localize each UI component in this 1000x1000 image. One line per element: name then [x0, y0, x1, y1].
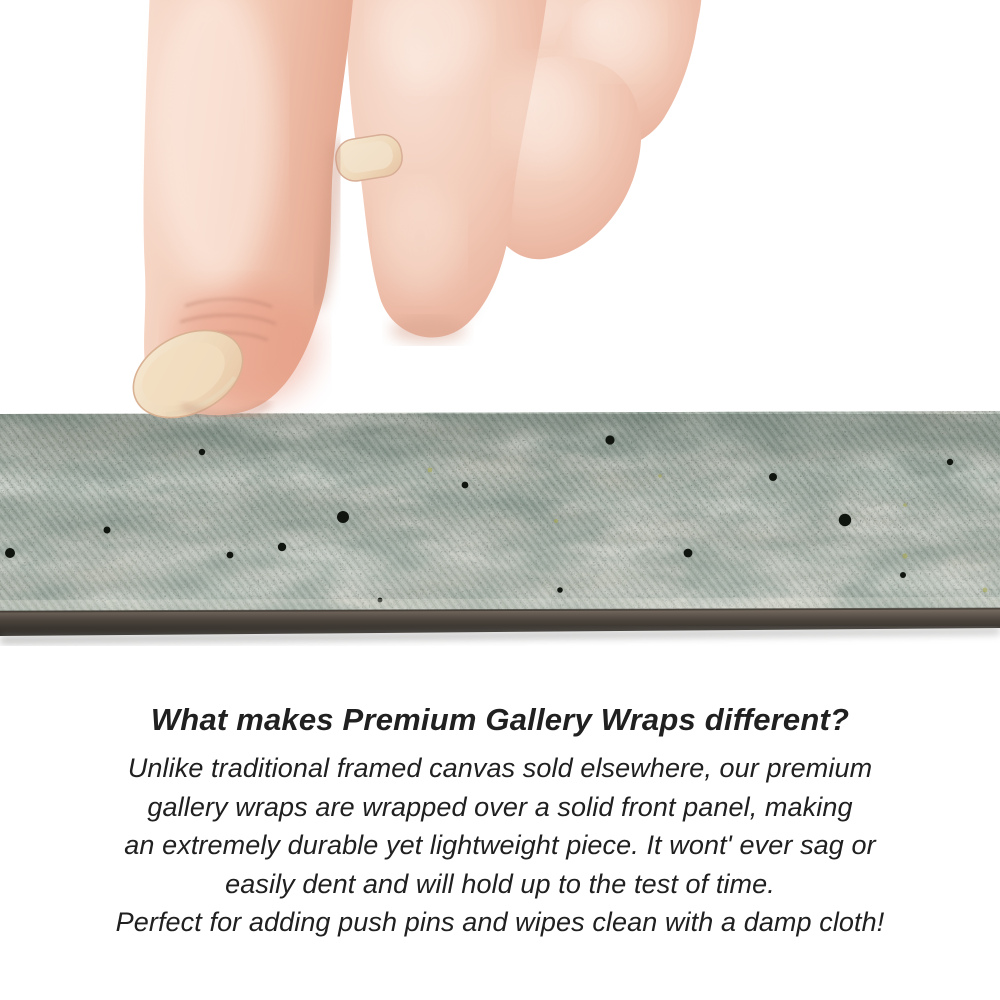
caption-line-2: gallery wraps are wrapped over a solid front panel, making	[147, 791, 853, 822]
caption-line-1: Unlike traditional framed canvas sold elsewhere, our premium	[127, 753, 873, 783]
caption	[0, 700, 1000, 942]
hand-illustration	[119, 0, 702, 435]
canvas-texture	[0, 408, 1000, 623]
caption-body	[0, 749, 1000, 942]
caption-heading: What makes Premium Gallery Wraps different?	[150, 702, 850, 737]
caption-line-4: easily dent and will hold up to the test of time.	[225, 868, 775, 899]
canvas-strip	[0, 408, 1000, 644]
index-tip-shadow	[390, 317, 466, 343]
caption-line-3: an extremely durable yet lightweight piece. It wont' ever sag or	[124, 830, 876, 860]
caption-line-5: Perfect for adding push pins and wipes clean with a damp cloth!	[115, 907, 885, 937]
